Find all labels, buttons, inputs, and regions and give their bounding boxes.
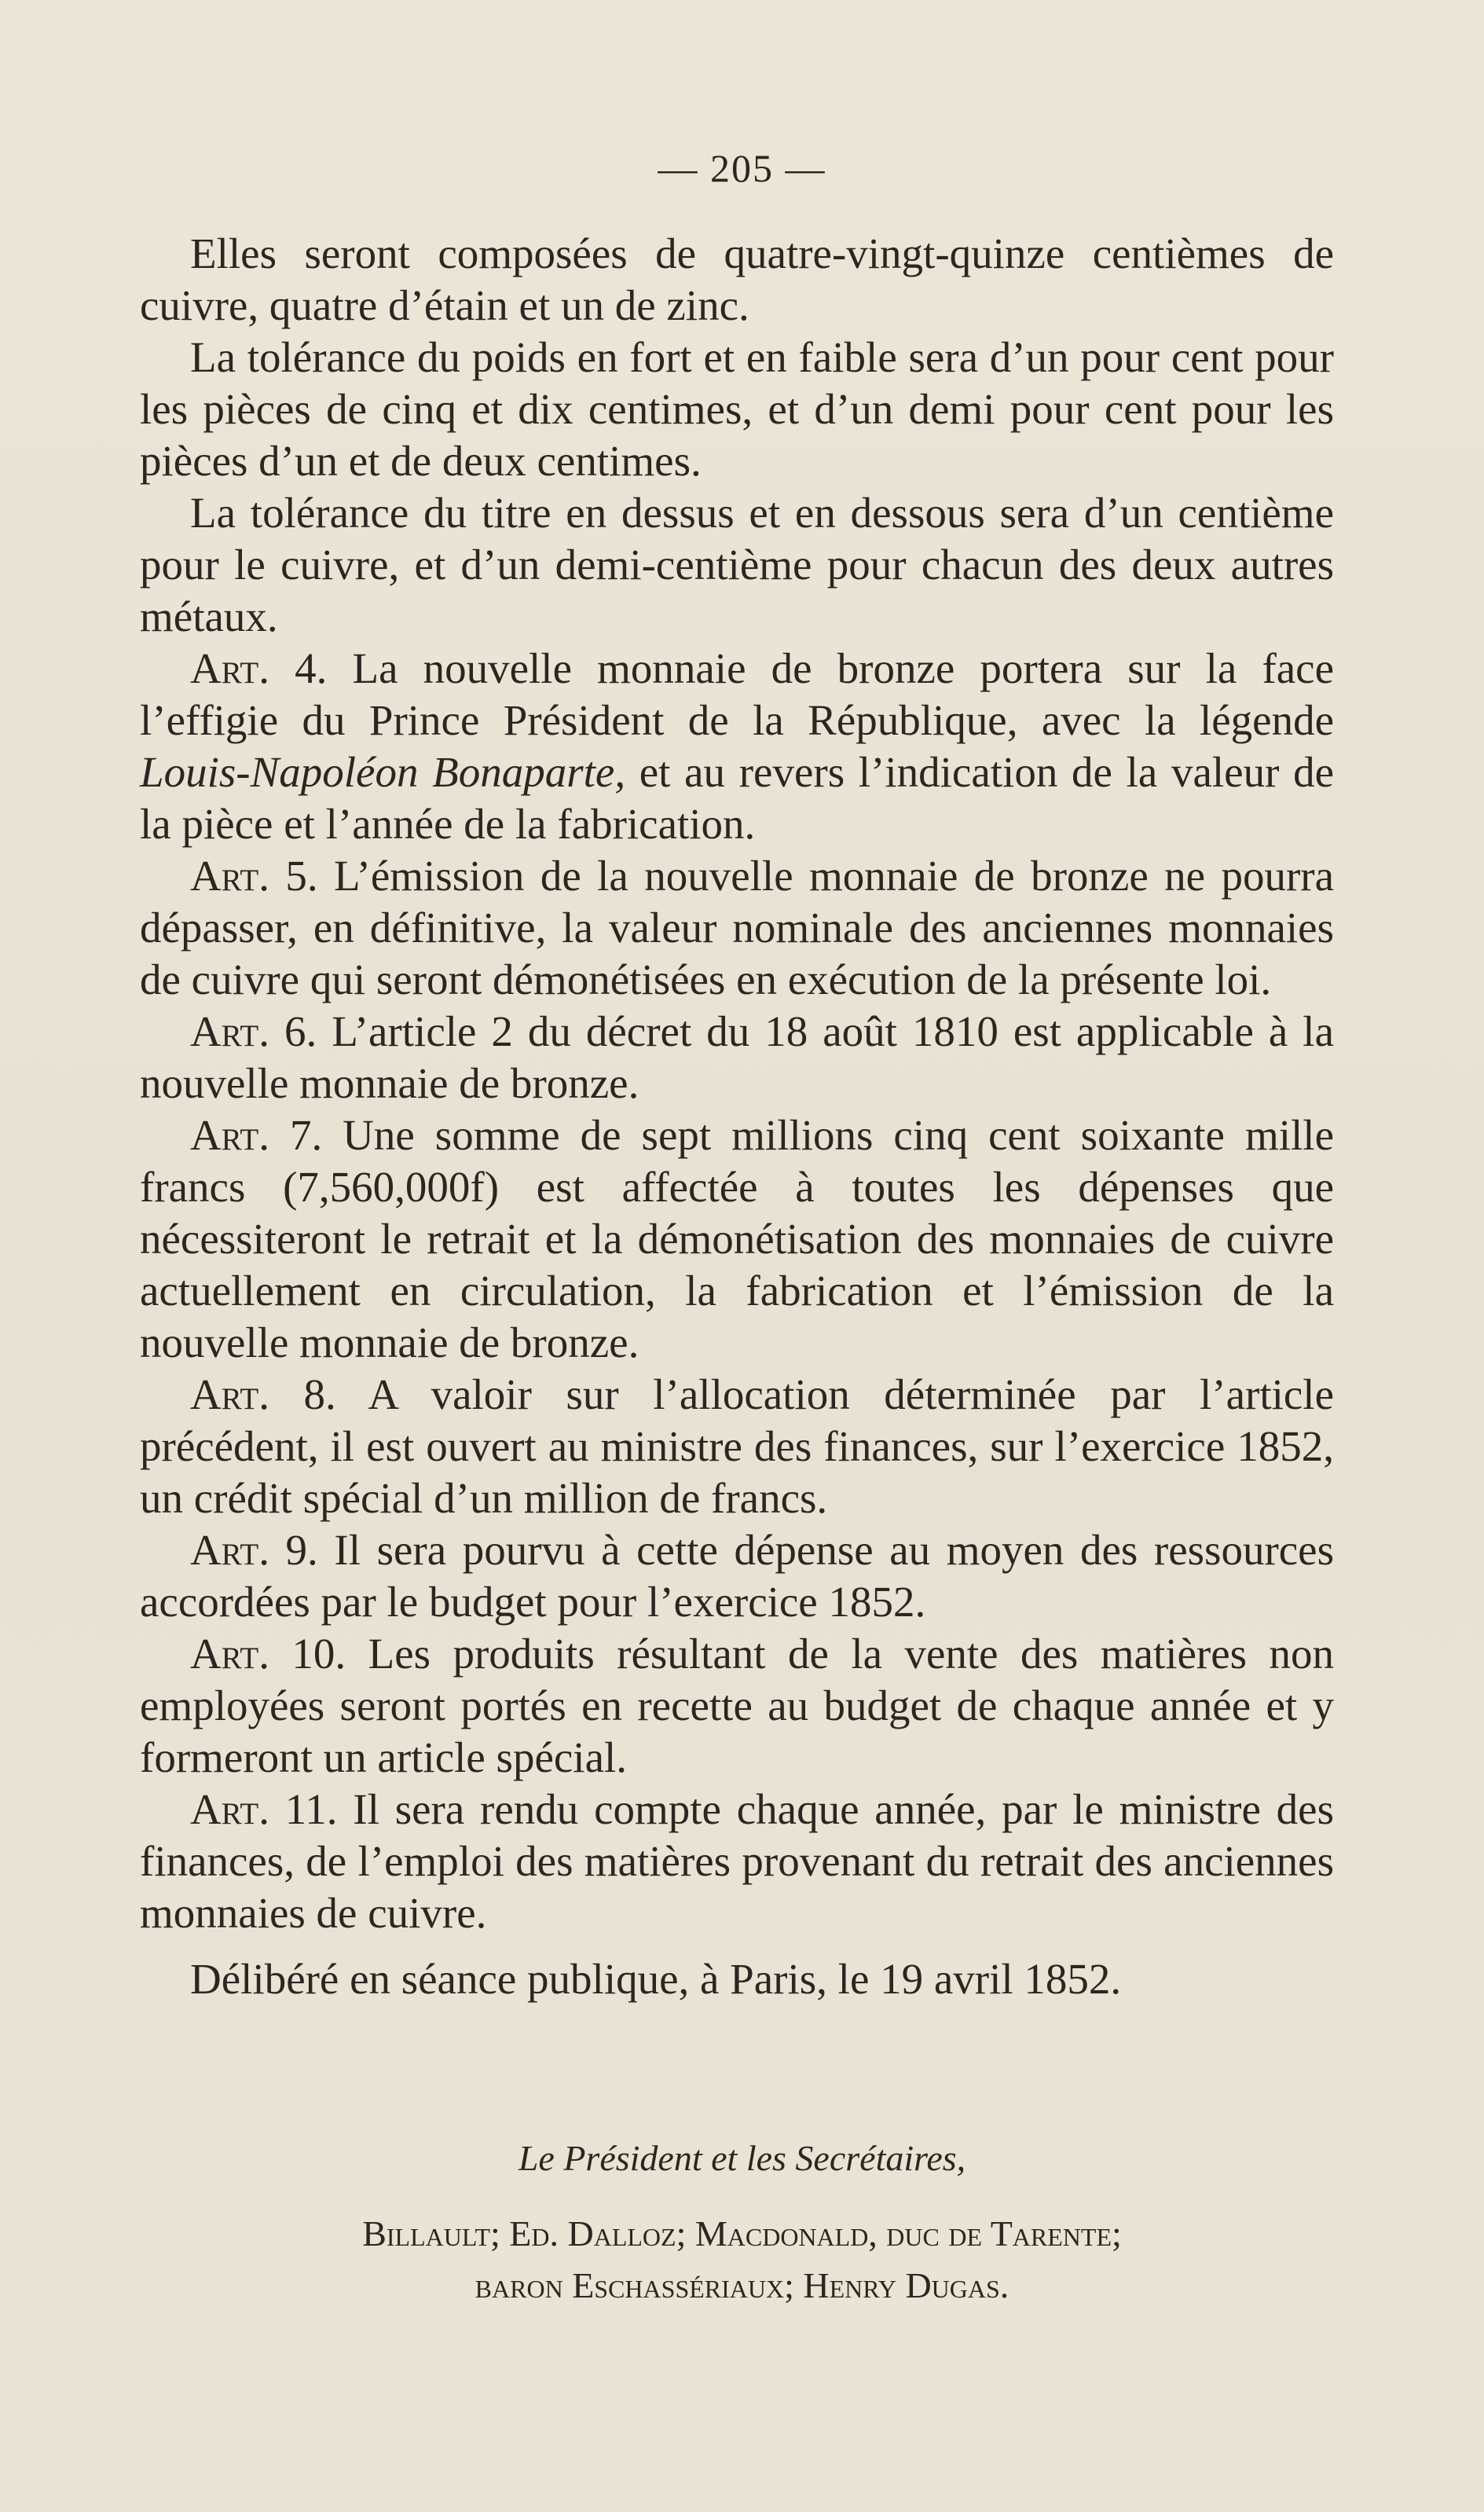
- article-4: [140, 643, 1334, 850]
- article-11-text: Il sera rendu compte chaque année, par le ministre des finances, de l’emploi des matières provenant du retrait des anciennes monnaies de cuivre.: [140, 1785, 1334, 1937]
- article-4-text-b: et au revers l’indication de la valeur de la pièce et l’année de la fabrication.: [140, 748, 1334, 848]
- signatories-line-2: baron Eschassériaux; Henry Dugas.: [475, 2265, 1009, 2305]
- closing-deliberation: Délibéré en séance publique, à Paris, le 19 avril 1852.: [190, 1955, 1122, 2003]
- article-4-legend: Louis-Napoléon Bonaparte,: [140, 748, 626, 796]
- article-6-text: L’article 2 du décret du 18 août 1810 est applicable à la nouvelle monnaie de bronze.: [140, 1007, 1334, 1107]
- article-6-label: Art. 6.: [190, 1007, 317, 1055]
- article-5-text: L’émission de la nouvelle monnaie de bronze ne pourra dépasser, en définitive, la valeur nominale des anciennes monnaies de cuivre qui seront démonétisées en exécution de la présente loi.: [140, 852, 1334, 1003]
- signatories: [0, 2208, 1484, 2312]
- article-4-label: Art. 4.: [190, 644, 328, 692]
- law-text: [140, 228, 1334, 2005]
- paragraph-title-tolerance: La tolérance du titre en dessus et en dessous sera d’un centième pour le cuivre, et d’un demi-centième pour chacun des deux autres métaux.: [140, 489, 1334, 640]
- article-8: [140, 1369, 1334, 1524]
- article-7-text: Une somme de sept millions cinq cent soixante mille francs (7,560,000f) est affectée à toutes les dépenses que nécessiteront le retrait et la démonétisation des monnaies de cuivre actuellement en circulation, la fabrication et l’émission de la nouvelle monnaie de bronze.: [140, 1111, 1334, 1366]
- paragraph-composition: Elles seront composées de quatre-vingt-quinze centièmes de cuivre, quatre d’étain et un de zinc.: [140, 229, 1334, 329]
- page-number: — 205 —: [658, 146, 826, 190]
- signature-heading: Le Président et les Secrétaires,: [518, 2138, 966, 2178]
- article-7: [140, 1109, 1334, 1369]
- paragraph-weight-tolerance: La tolérance du poids en fort et en faible sera d’un pour cent pour les pièces de cinq et dix centimes, et d’un demi pour cent pour les pièces d’un et de deux centimes.: [140, 333, 1334, 485]
- article-11: [140, 1784, 1334, 1939]
- article-9-label: Art. 9.: [190, 1526, 318, 1574]
- article-8-text: A valoir sur l’allocation déterminée par l’article précédent, il est ouvert au ministre des finances, sur l’exercice 1852, un crédit spécial d’un million de francs.: [140, 1370, 1334, 1522]
- article-8-label: Art. 8.: [190, 1370, 336, 1418]
- article-7-label: Art. 7.: [190, 1111, 323, 1159]
- signatories-line-1: Billault; Ed. Dalloz; Macdonald, duc de Tarente;: [362, 2213, 1122, 2253]
- article-5-label: Art. 5.: [190, 852, 318, 900]
- article-10: [140, 1628, 1334, 1784]
- article-11-label: Art. 11.: [190, 1785, 338, 1833]
- article-9-text: Il sera pourvu à cette dépense au moyen des ressources accordées par le budget pour l’exercice 1852.: [140, 1526, 1334, 1626]
- article-4-text-a: La nouvelle monnaie de bronze portera sur la face l’effigie du Prince Président de la République, avec la légende: [140, 644, 1334, 744]
- article-5: [140, 850, 1334, 1006]
- article-10-text: Les produits résultant de la vente des matières non employées seront portés en recette au budget de chaque année et y formeront un article spécial.: [140, 1630, 1334, 1781]
- article-9: [140, 1524, 1334, 1628]
- article-6: [140, 1006, 1334, 1109]
- article-10-label: Art. 10.: [190, 1630, 346, 1678]
